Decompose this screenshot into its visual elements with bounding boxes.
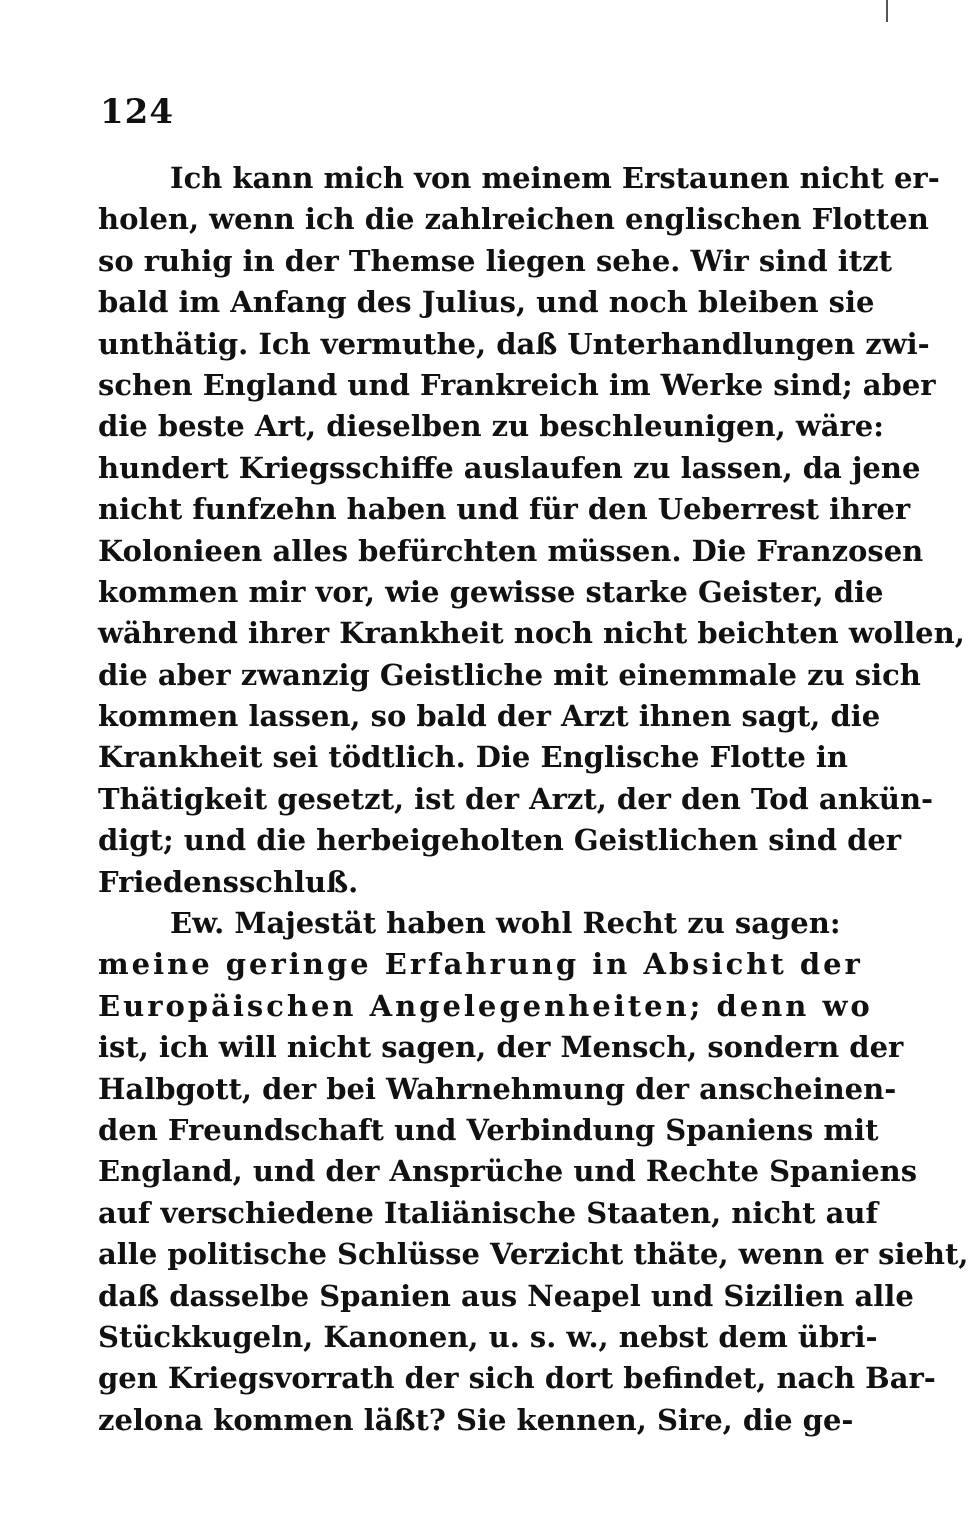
text-line: zelona kommen läßt? Sie kennen, Sire, die ge-: [98, 1402, 854, 1437]
text-line: digt; und die herbeigeholten Geistlichen sind der: [98, 823, 902, 858]
text-line: gen Kriegsvorrath der sich dort befindet, nach Bar-: [98, 1361, 936, 1396]
text-line: England, und der Ansprüche und Rechte Spaniens: [98, 1154, 918, 1189]
text-line: unthätig. Ich vermuthe, daß Unterhandlungen zwi-: [98, 326, 930, 361]
text-line: nicht funfzehn haben und für den Ueberrest ihrer: [98, 492, 911, 527]
text-line: auf verschiedene Italiänische Staaten, nicht auf: [98, 1195, 878, 1230]
text-line: während ihrer Krankheit noch nicht beichten wollen,: [98, 616, 965, 651]
text-line: Ich kann mich von meinem Erstaunen nicht er-: [170, 161, 940, 195]
text-line: holen, wenn ich die zahlreichen englischen Flotten: [98, 202, 929, 237]
text-line: ist, ich will nicht sagen, der Mensch, sondern der: [98, 1030, 904, 1065]
text-line: Krankheit sei tödtlich. Die Englische Flotte in: [98, 740, 848, 775]
text-line: bald im Anfang des Julius, und noch bleiben sie: [98, 285, 875, 320]
body-text: [98, 158, 969, 1441]
text-line: kommen lassen, so bald der Arzt ihnen sagt, die: [98, 699, 881, 734]
text-line: hundert Kriegsschiffe auslaufen zu lassen, da jene: [98, 450, 921, 485]
text-line: Halbgott, der bei Wahrnehmung der anscheinen-: [98, 1071, 897, 1106]
text-line: Europäischen Angelegenheiten; denn wo: [98, 988, 873, 1023]
text-line: Kolonieen alles befürchten müssen. Die Franzosen: [98, 533, 924, 568]
text-line: den Freundschaft und Verbindung Spaniens mit: [98, 1112, 879, 1147]
text-line: meine geringe Erfahrung in Absicht der: [98, 947, 863, 982]
text-line: Friedensschluß.: [98, 864, 359, 899]
text-line: Stückkugeln, Kanonen, u. s. w., nebst dem übri-: [98, 1319, 878, 1354]
text-line: schen England und Frankreich im Werke sind; aber: [98, 367, 936, 402]
text-line: Ew. Majestät haben wohl Recht zu sagen:: [170, 906, 841, 941]
text-line: kommen mir vor, wie gewisse starke Geister, die: [98, 574, 884, 609]
page-edge-mark: [886, 0, 888, 22]
text-line: Thätigkeit gesetzt, ist der Arzt, der den Tod ankün-: [98, 781, 934, 816]
text-line: die aber zwanzig Geistliche mit einemmale zu sich: [98, 657, 921, 692]
text-line: alle politische Schlüsse Verzicht thäte, wenn er sieht,: [98, 1237, 969, 1272]
text-line: die beste Art, dieselben zu beschleunigen, wäre:: [98, 409, 884, 444]
text-line: daß dasselbe Spanien aus Neapel und Sizilien alle: [98, 1278, 914, 1313]
text-line: so ruhig in der Themse liegen sehe. Wir sind itzt: [98, 243, 893, 278]
page-number: 124: [100, 92, 174, 132]
